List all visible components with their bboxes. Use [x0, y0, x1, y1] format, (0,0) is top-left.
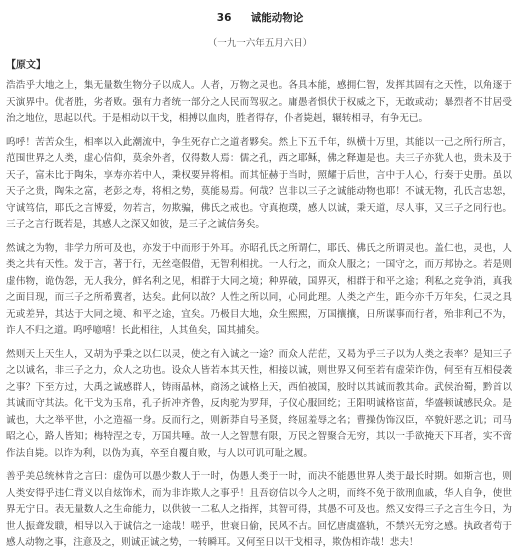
chapter-number: 36 — [216, 12, 232, 24]
paragraph: 然诚之为物，非学力所可及也，亦发于中而形于外耳。亦昭孔氏之所谓仁，耶氏、佛氏之所谓灵也。盖仁也，灵也，人类之共有天性。发于言，著于行，无丝毫假借，无智利相扰。一人行之，而众人服之；一国守之，而万邦协之。若是则虚伟物，诡伪怨，无人我分，鲜名利之见，相群于大同之境；种界破，国界灭，相群于和平之途；利私之竞争消，真我之面目现，而三子之所希冀者，达矣。此何以故？人性之所以同，心同此理。人类之产生，距今亦千万年矣，仁灵之具无或差异，其达于大同之境、和平之途，宜矣。乃极目大地，众生熙熙，万国攘攘，日所谋事而行者，殆非利己不为，诈人不归之道。呜呼噫嘻！长此相往，人其鱼矣，国其捕矣。 — [6, 242, 512, 336]
chapter-header — [0, 10, 520, 25]
paragraph: 浩浩乎大地之上，集无量数生物分子以成人。人者，万物之灵也。各具本能，感拥仁智，发挥其固有之天性，以角逐于天演界中。优者胜，劣者败。强有力者统一部分之人民而驾驭之。庸愚者惧伏于权威之下，无敢或动；暴烈者不甘居受治之地位，思起以代。于是相动以干戈，相搏以血肉，胜者得存，仆者毙赳，辗转相寻，有争无已。 — [6, 80, 512, 124]
paragraph: 呜呼！苦苦众生，相率以入此潮流中，争生死存亡之道者夥矣。然上下五千年，纵横十万里，其能以一己之所行所言，范围世界之人类，虚心信仰，莫余外者，仅得数人焉：儒之孔，西之耶稣，佛之释迦是也。夫三子亦犹人也，贵未及于天子，富未比于陶朱，享寿亦若中人，秉权要异将相。而其怔赫于当时，照耀于后世，言中于人心，行奏于史册。虽以天子之贵，陶朱之富，老彭之寿，将相之势，莫能易焉。何哉？岂非以三子之诚能动物也耶！不诚无物，孔氏言忠恕，守诚笃信，耶氏之言博爱，勿若言，勿欺骗，佛氏之戒也。守真抱璞，感人以诚，秉天道，尽人事，又三子之同行也。三子之言行既若是，其感人之深又如彼，是三子之诚信务矣。 — [6, 136, 512, 230]
chapter-date: （一九一六年五月六日） — [207, 38, 313, 49]
article-body — [6, 78, 512, 559]
section-label: 【原文】 — [6, 60, 46, 71]
paragraph: 然则天上天生人，又胡为乎秉之以仁以灵，使之有入诚之一途？而众人茫茫，又曷为乎三子以为人类之表率？是知三子之以诚名，非三子之力，众人之功也。设众人皆若本其天性，相接以诚，则世界又何至若有虚荣诈伪，何至有互相侵袭之事？下至方过，大禹之诚感群人，铸雨晶林，商汤之诚格上天，西伯被国，胶时以其诚而教其命。武侯治蜀，黔首以其诚而守其法。化干戈为玉帛，孔子折冲齐鲁，反肉驼为罗拜，子仪心服回纥；王阳明诚格宦苗，华盛顿诚感民众。是诚也，大之举平世，小之造福一身。反而行之，则新莽自号圣贤，终屈羞辱之名；曹操伪饰汉臣，卒貌奸恶之讥；司马昭之心，路人皆知；梅特涅之专，万国共唾。故一人之智慧有限，万民之智聚合无穷，其以一手欲掩天下耳者，实不啻作法自毙。以诈为利，以伪为真，卒至自覆自败，与人以可讥可耻之履。 — [6, 348, 512, 459]
chapter-title: 诚能动物论 — [250, 12, 304, 24]
paragraph: 善乎美总统林肯之言曰：虚伪可以愚少数人于一时，伪愚人类于一时，而决不能愚世界人类于最长时期。如斯言也，则人类安得乎违仁背义以自炫饰术，而为非诈欺人之事乎！且吾窃信以今人之明，而终不免于欲刑血戚，华人自争，使世界无宁日。表无量数人之生命能力，以供彼一二私人之指挥，其智可得，其愚不可及也。然又安得三子之言生今日，为世人振聋发聩，相导以入于诚信之一途哉！嗟乎，世衰日偷，民风不古。回忆唐虞盛轨，不禁兴无穷之感。执政者苟于感人动物之事，注意及之，则诚正诚之势，一转瞬耳。又何至日以干戈相寻，欺伪相诈哉！悲夫！ — [6, 471, 512, 548]
